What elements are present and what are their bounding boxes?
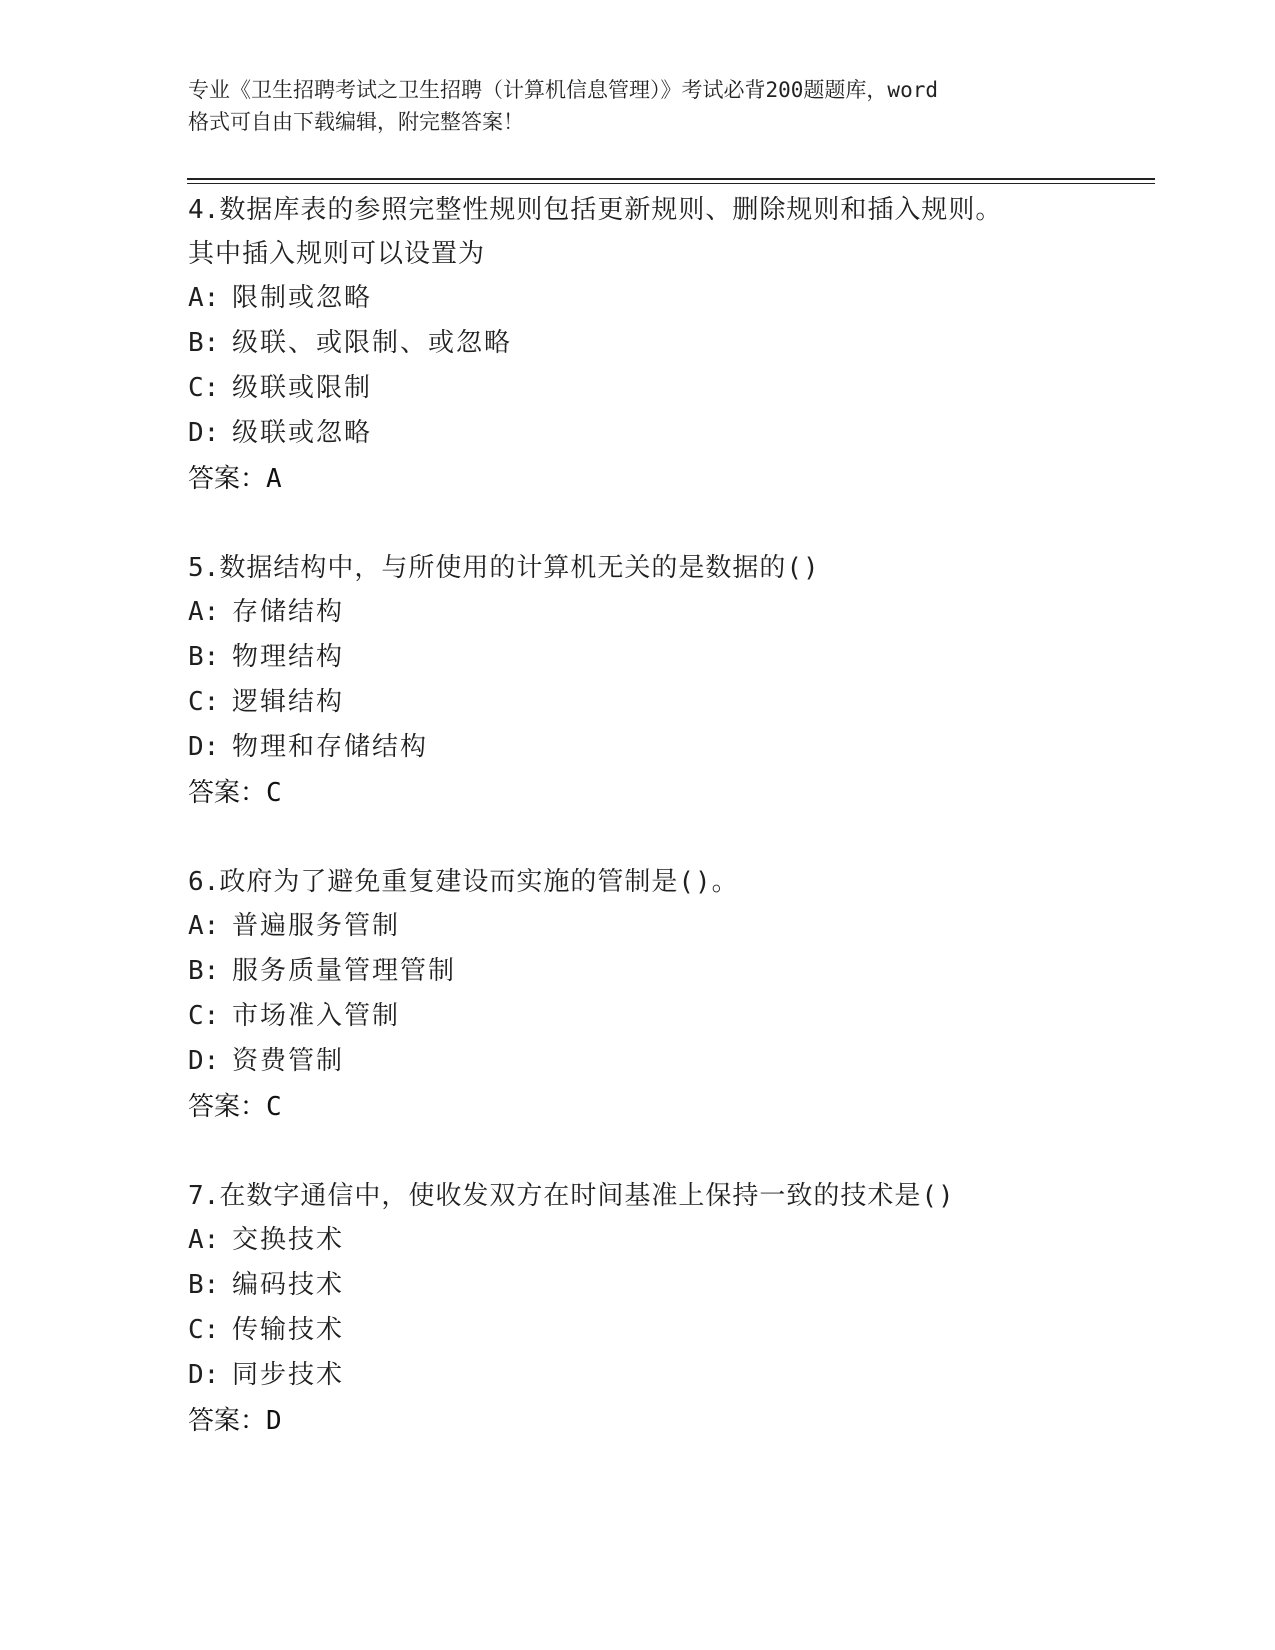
- option-letter: D:: [188, 732, 220, 762]
- question-5: [188, 546, 1148, 816]
- question-text: 数据结构中，与所使用的计算机无关的是数据的(): [219, 553, 820, 583]
- question-number: 7.: [188, 1181, 220, 1211]
- question-stem-continued: 其中插入规则可以设置为: [188, 239, 486, 269]
- question-number: 6.: [188, 867, 220, 897]
- option-c: [188, 1308, 1148, 1353]
- answer-value: C: [266, 1092, 282, 1122]
- question-stem: [188, 860, 1148, 904]
- option-text: 同步技术: [232, 1360, 345, 1390]
- option-letter: C:: [188, 1315, 220, 1345]
- option-letter: C:: [188, 687, 220, 717]
- option-c: [188, 994, 1148, 1039]
- document-header: [188, 74, 1088, 138]
- option-letter: D:: [188, 418, 220, 448]
- answer-line: [188, 1398, 1148, 1444]
- header-line-1: 专业《卫生招聘考试之卫生招聘（计算机信息管理）》考试必背200题题库，word: [188, 78, 938, 102]
- option-a: [188, 276, 1148, 321]
- option-letter: A:: [188, 1225, 220, 1255]
- answer-label: 答案：: [188, 778, 267, 808]
- option-letter: A:: [188, 911, 220, 941]
- answer-line: [188, 456, 1148, 502]
- option-text: 交换技术: [232, 1225, 345, 1255]
- answer-label: 答案：: [188, 1406, 267, 1436]
- option-c: [188, 680, 1148, 725]
- option-d: [188, 1353, 1148, 1398]
- question-text: 政府为了避免重复建设而实施的管制是()。: [219, 867, 739, 897]
- header-line-2: 格式可自由下载编辑，附完整答案！: [188, 110, 524, 134]
- option-letter: C:: [188, 373, 220, 403]
- option-c: [188, 366, 1148, 411]
- answer-label: 答案：: [188, 464, 267, 494]
- option-letter: A:: [188, 283, 220, 313]
- answer-value: A: [266, 464, 282, 494]
- option-letter: B:: [188, 328, 220, 358]
- question-list: [188, 188, 1148, 1488]
- option-a: [188, 904, 1148, 949]
- option-text: 物理和存储结构: [232, 732, 429, 762]
- question-number: 4.: [188, 195, 220, 225]
- option-letter: B:: [188, 956, 220, 986]
- question-4: [188, 188, 1148, 502]
- option-a: [188, 1218, 1148, 1263]
- option-d: [188, 411, 1148, 456]
- option-text: 限制或忽略: [232, 283, 373, 313]
- option-text: 编码技术: [232, 1270, 345, 1300]
- option-text: 逻辑结构: [232, 687, 345, 717]
- option-text: 物理结构: [232, 642, 345, 672]
- question-6: [188, 860, 1148, 1130]
- option-text: 级联或忽略: [232, 418, 373, 448]
- option-text: 级联、或限制、或忽略: [232, 328, 513, 358]
- option-a: [188, 590, 1148, 635]
- question-number: 5.: [188, 553, 220, 583]
- option-b: [188, 1263, 1148, 1308]
- option-letter: A:: [188, 597, 220, 627]
- question-stem: [188, 1174, 1148, 1218]
- option-text: 普遍服务管制: [232, 911, 401, 941]
- option-letter: C:: [188, 1001, 220, 1031]
- option-d: [188, 1039, 1148, 1084]
- option-text: 传输技术: [232, 1315, 345, 1345]
- header-divider-thick: [187, 178, 1155, 180]
- option-d: [188, 725, 1148, 770]
- answer-line: [188, 1084, 1148, 1130]
- option-letter: D:: [188, 1046, 220, 1076]
- option-text: 级联或限制: [232, 373, 373, 403]
- option-text: 服务质量管理管制: [232, 956, 457, 986]
- question-7: [188, 1174, 1148, 1444]
- answer-value: D: [266, 1406, 282, 1436]
- question-text: 数据库表的参照完整性规则包括更新规则、删除规则和插入规则。: [219, 195, 1003, 225]
- option-letter: B:: [188, 1270, 220, 1300]
- answer-line: [188, 770, 1148, 816]
- option-b: [188, 321, 1148, 366]
- header-divider-thin: [187, 183, 1155, 184]
- option-text: 资费管制: [232, 1046, 345, 1076]
- option-letter: B:: [188, 642, 220, 672]
- question-stem: [188, 188, 1148, 232]
- answer-label: 答案：: [188, 1092, 267, 1122]
- option-text: 存储结构: [232, 597, 345, 627]
- option-text: 市场准入管制: [232, 1001, 401, 1031]
- answer-value: C: [266, 778, 282, 808]
- option-b: [188, 635, 1148, 680]
- option-b: [188, 949, 1148, 994]
- question-text: 在数字通信中，使收发双方在时间基准上保持一致的技术是(): [219, 1181, 955, 1211]
- question-stem: [188, 546, 1148, 590]
- option-letter: D:: [188, 1360, 220, 1390]
